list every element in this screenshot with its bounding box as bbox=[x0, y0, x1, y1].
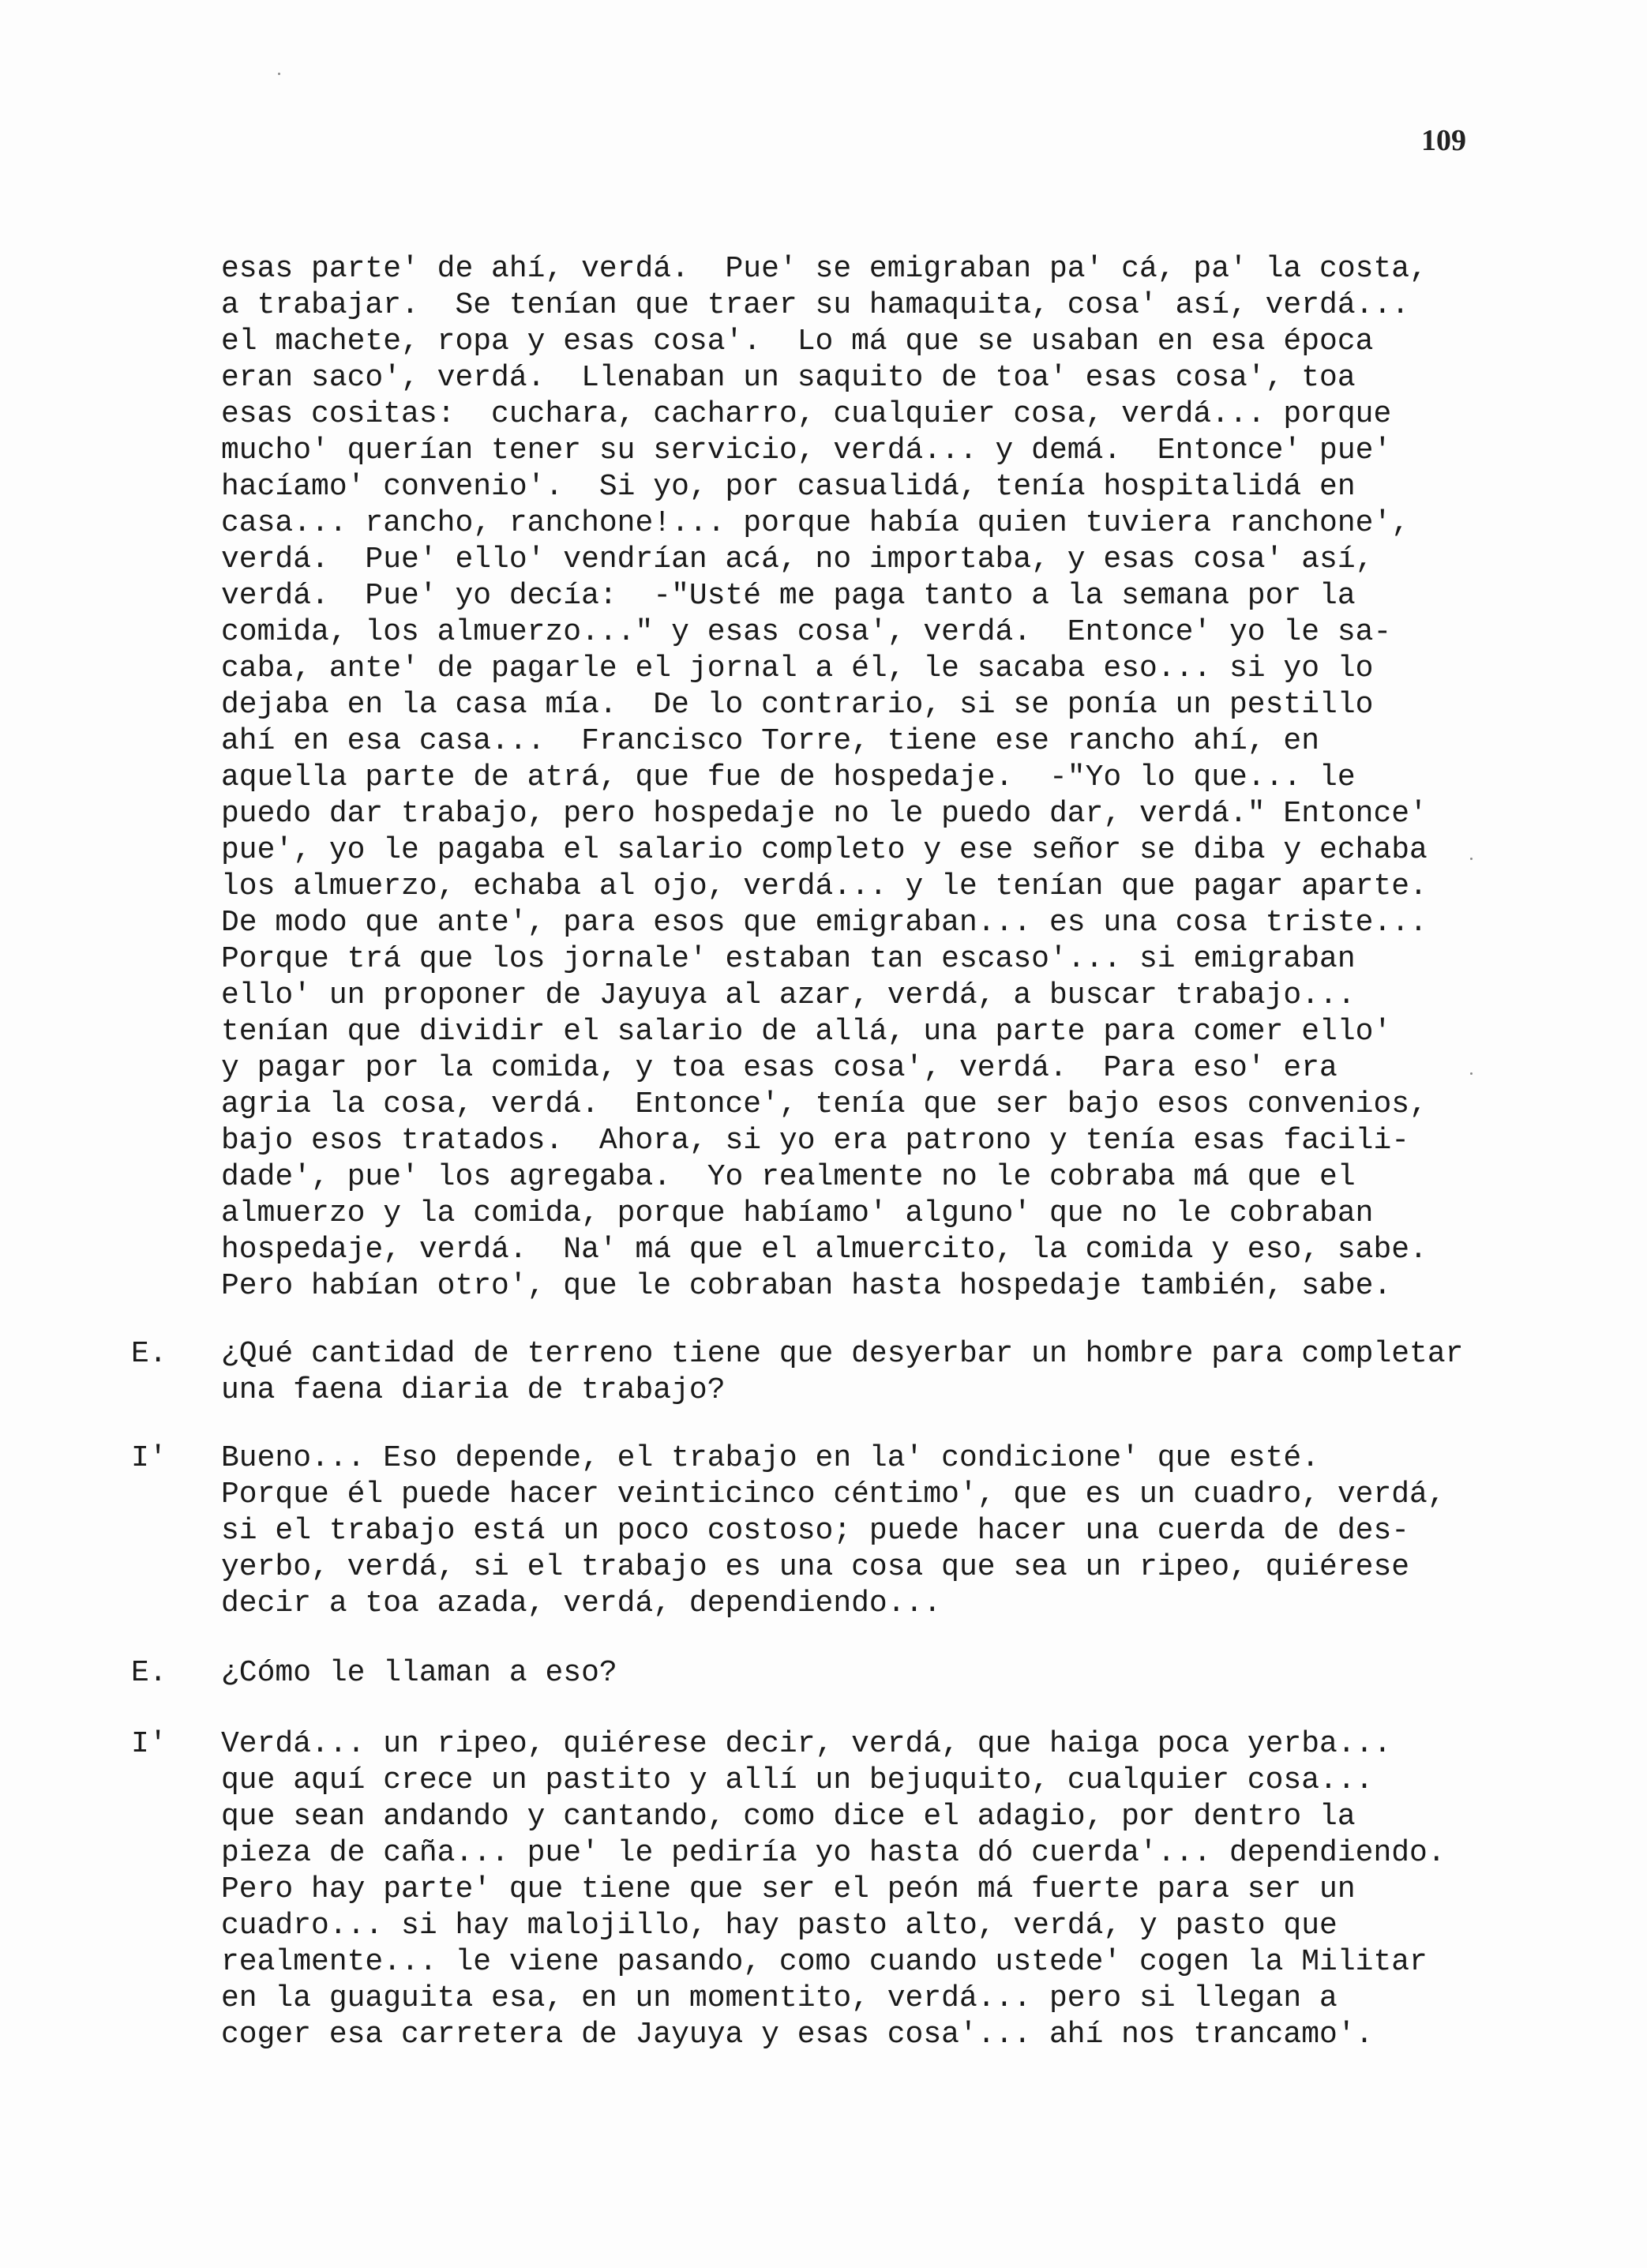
text-line: una faena diaria de trabajo? bbox=[221, 1373, 726, 1407]
text-line: Pero hay parte' que tiene que ser el peón má fuerte para ser un bbox=[221, 1872, 1356, 1906]
text-line: pieza de caña... pue' le pediría yo hasta dó cuerda'... dependiendo. bbox=[221, 1836, 1446, 1870]
text-line: ello' un proponer de Jayuya al azar, verdá, a buscar trabajo... bbox=[221, 978, 1356, 1012]
text-line: Verdá... un ripeo, quiérese decir, verdá, que haiga poca yerba... bbox=[221, 1727, 1392, 1761]
text-line: que aquí crece un pastito y allí un bejuquito, cualquier cosa... bbox=[221, 1763, 1374, 1797]
text-line: los almuerzo, echaba al ojo, verdá... y le tenían que pagar aparte. bbox=[221, 869, 1428, 903]
text-line: si el trabajo está un poco costoso; puede hacer una cuerda de des- bbox=[221, 1514, 1410, 1548]
speaker-label: E. bbox=[131, 1337, 167, 1371]
text-line: almuerzo y la comida, porque habíamo' alguno' que no le cobraban bbox=[221, 1196, 1374, 1230]
text-line: Pero habían otro', que le cobraban hasta hospedaje también, sabe. bbox=[221, 1269, 1392, 1303]
text-line: esas parte' de ahí, verdá. Pue' se emigraban pa' cá, pa' la costa, bbox=[221, 252, 1428, 286]
text-line: realmente... le viene pasando, como cuando ustede' cogen la Militar bbox=[221, 1945, 1428, 1979]
scan-speck bbox=[1470, 1072, 1473, 1075]
text-line: verdá. Pue' ello' vendrían acá, no importaba, y esas cosa' así, bbox=[221, 543, 1374, 576]
text-line: caba, ante' de pagarle el jornal a él, le sacaba eso... si yo lo bbox=[221, 651, 1374, 685]
text-line: Porque él puede hacer veinticinco céntimo', que es un cuadro, verdá, bbox=[221, 1478, 1446, 1511]
text-line: verdá. Pue' yo decía: -"Usté me paga tanto a la semana por la bbox=[221, 579, 1356, 613]
text-line: hacíamo' convenio'. Si yo, por casualidá, tenía hospitalidá en bbox=[221, 470, 1356, 504]
text-line: agria la cosa, verdá. Entonce', tenía que ser bajo esos convenios, bbox=[221, 1087, 1428, 1121]
text-line: bajo esos tratados. Ahora, si yo era patrono y tenía esas facili- bbox=[221, 1124, 1410, 1158]
text-line: coger esa carretera de Jayuya y esas cosa'... ahí nos trancamo'. bbox=[221, 2018, 1374, 2052]
text-line: mucho' querían tener su servicio, verdá... y demá. Entonce' pue' bbox=[221, 434, 1392, 467]
text-line: ¿Cómo le llaman a eso? bbox=[221, 1656, 617, 1690]
text-line: y pagar por la comida, y toa esas cosa', verdá. Para eso' era bbox=[221, 1051, 1337, 1085]
page-number: 109 bbox=[1421, 124, 1466, 157]
text-line: dade', pue' los agregaba. Yo realmente no le cobraba má que el bbox=[221, 1160, 1356, 1194]
text-line: dejaba en la casa mía. De lo contrario, si se ponía un pestillo bbox=[221, 688, 1374, 722]
text-line: De modo que ante', para esos que emigraban... es una cosa triste... bbox=[221, 906, 1428, 940]
text-line: tenían que dividir el salario de allá, una parte para comer ello' bbox=[221, 1015, 1392, 1049]
text-line: yerbo, verdá, si el trabajo es una cosa que sea un ripeo, quiérese bbox=[221, 1550, 1410, 1584]
speaker-label: I' bbox=[131, 1441, 167, 1475]
text-line: cuadro... si hay malojillo, hay pasto alto, verdá, y pasto que bbox=[221, 1909, 1337, 1943]
text-line: que sean andando y cantando, como dice el adagio, por dentro la bbox=[221, 1800, 1356, 1834]
text-line: a trabajar. Se tenían que traer su hamaquita, cosa' así, verdá... bbox=[221, 288, 1410, 322]
speaker-label: I' bbox=[131, 1727, 167, 1761]
text-line: eran saco', verdá. Llenaban un saquito de toa' esas cosa', toa bbox=[221, 361, 1356, 395]
text-line: comida, los almuerzo..." y esas cosa', verdá. Entonce' yo le sa- bbox=[221, 615, 1392, 649]
text-line: aquella parte de atrá, que fue de hospedaje. -"Yo lo que... le bbox=[221, 760, 1356, 794]
text-line: esas cositas: cuchara, cacharro, cualquier cosa, verdá... porque bbox=[221, 397, 1392, 431]
text-line: Bueno... Eso depende, el trabajo en la' condicione' que esté. bbox=[221, 1441, 1320, 1475]
text-line: ahí en esa casa... Francisco Torre, tiene ese rancho ahí, en bbox=[221, 724, 1320, 758]
text-line: ¿Qué cantidad de terreno tiene que desyerbar un hombre para completar bbox=[221, 1337, 1464, 1371]
scan-speck bbox=[1470, 858, 1473, 860]
text-line: casa... rancho, ranchone!... porque había quien tuviera ranchone', bbox=[221, 506, 1410, 540]
scan-speck bbox=[278, 73, 280, 75]
text-line: hospedaje, verdá. Na' má que el almuercito, la comida y eso, sabe. bbox=[221, 1233, 1428, 1267]
text-line: en la guaguita esa, en un momentito, verdá... pero si llegan a bbox=[221, 1981, 1337, 2015]
text-line: Porque trá que los jornale' estaban tan escaso'... si emigraban bbox=[221, 942, 1356, 976]
speaker-label: E. bbox=[131, 1656, 167, 1690]
text-line: el machete, ropa y esas cosa'. Lo má que se usaban en esa época bbox=[221, 325, 1374, 359]
text-line: puedo dar trabajo, pero hospedaje no le puedo dar, verdá." Entonce' bbox=[221, 797, 1428, 831]
text-line: decir a toa azada, verdá, dependiendo... bbox=[221, 1586, 942, 1620]
text-line: pue', yo le pagaba el salario completo y ese señor se diba y echaba bbox=[221, 833, 1428, 867]
